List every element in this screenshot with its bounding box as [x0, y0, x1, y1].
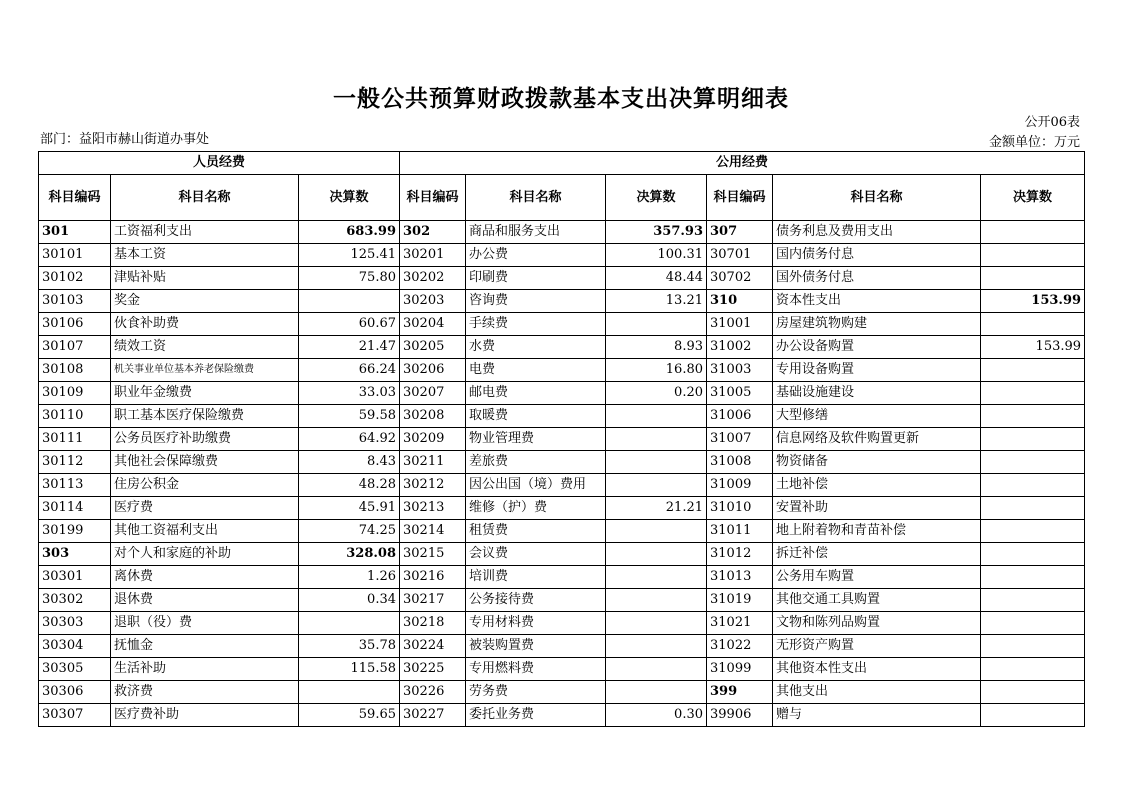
subject-name-cell: 大型修缮: [773, 405, 981, 428]
subject-name-cell: 电费: [466, 359, 606, 382]
amount-cell: 21.21: [606, 497, 707, 520]
amount-cell: [981, 451, 1085, 474]
col-header-code: 科目编码: [400, 175, 466, 221]
col-header-amount: 决算数: [981, 175, 1085, 221]
subject-code-cell: 30225: [400, 658, 466, 681]
amount-cell: [606, 612, 707, 635]
amount-cell: 153.99: [981, 336, 1085, 359]
amount-cell: 328.08: [299, 543, 400, 566]
subject-name-cell: 资本性支出: [773, 290, 981, 313]
subject-name-cell: 医疗费: [111, 497, 299, 520]
table-row: [39, 428, 1085, 451]
amount-cell: 59.58: [299, 405, 400, 428]
col-header-code: 科目编码: [707, 175, 773, 221]
subject-name-cell: 土地补偿: [773, 474, 981, 497]
subject-code-cell: 30227: [400, 704, 466, 727]
amount-cell: 60.67: [299, 313, 400, 336]
subject-name-cell: 租赁费: [466, 520, 606, 543]
amount-cell: [981, 382, 1085, 405]
amount-cell: 75.80: [299, 267, 400, 290]
subject-code-cell: 30109: [39, 382, 111, 405]
subject-name-cell: 物资储备: [773, 451, 981, 474]
subject-code-cell: 31022: [707, 635, 773, 658]
subject-name-cell: 伙食补助费: [111, 313, 299, 336]
subject-code-cell: 31008: [707, 451, 773, 474]
amount-cell: [981, 704, 1085, 727]
subject-code-cell: 30203: [400, 290, 466, 313]
subject-name-cell: 退休费: [111, 589, 299, 612]
subject-code-cell: 30102: [39, 267, 111, 290]
subject-code-cell: 30110: [39, 405, 111, 428]
amount-cell: [981, 635, 1085, 658]
subject-name-cell: 职业年金缴费: [111, 382, 299, 405]
subject-name-cell: 房屋建筑物购建: [773, 313, 981, 336]
subject-name-cell: 水费: [466, 336, 606, 359]
amount-cell: [606, 635, 707, 658]
table-row: [39, 290, 1085, 313]
form-number: 公开06表: [1024, 115, 1080, 130]
subject-name-cell: 其他交通工具购置: [773, 589, 981, 612]
subject-name-cell: 会议费: [466, 543, 606, 566]
amount-cell: [606, 428, 707, 451]
subject-code-cell: 31003: [707, 359, 773, 382]
amount-unit-label: 金额单位：万元: [988, 135, 1080, 150]
subject-code-cell: 31013: [707, 566, 773, 589]
subject-name-cell: 其他工资福利支出: [111, 520, 299, 543]
subject-name-cell: 生活补助: [111, 658, 299, 681]
subject-code-cell: 39906: [707, 704, 773, 727]
subject-code-cell: 30199: [39, 520, 111, 543]
subject-name-cell: 专用燃料费: [466, 658, 606, 681]
table-row: [39, 704, 1085, 727]
subject-name-cell: 公务接待费: [466, 589, 606, 612]
table-row: [39, 520, 1085, 543]
subject-name-cell: 拆迁补偿: [773, 543, 981, 566]
amount-cell: [606, 589, 707, 612]
subject-code-cell: 30215: [400, 543, 466, 566]
subject-code-cell: 302: [400, 221, 466, 244]
amount-cell: [606, 658, 707, 681]
subject-code-cell: 310: [707, 290, 773, 313]
amount-cell: 13.21: [606, 290, 707, 313]
subject-name-cell: 文物和陈列品购置: [773, 612, 981, 635]
subject-name-cell: 商品和服务支出: [466, 221, 606, 244]
subject-code-cell: 399: [707, 681, 773, 704]
subject-name-cell: 手续费: [466, 313, 606, 336]
amount-cell: [981, 520, 1085, 543]
subject-code-cell: 30306: [39, 681, 111, 704]
amount-cell: [981, 658, 1085, 681]
subject-code-cell: 30214: [400, 520, 466, 543]
table-row: [39, 658, 1085, 681]
amount-cell: [299, 290, 400, 313]
subject-name-cell: 专用设备购置: [773, 359, 981, 382]
amount-cell: 0.20: [606, 382, 707, 405]
amount-cell: 35.78: [299, 635, 400, 658]
table-row: [39, 313, 1085, 336]
amount-cell: [606, 566, 707, 589]
amount-cell: [606, 451, 707, 474]
subject-code-cell: 30209: [400, 428, 466, 451]
table-row: [39, 382, 1085, 405]
subject-code-cell: 30213: [400, 497, 466, 520]
subject-code-cell: 30216: [400, 566, 466, 589]
amount-cell: [981, 267, 1085, 290]
subject-code-cell: 31019: [707, 589, 773, 612]
subject-code-cell: 30204: [400, 313, 466, 336]
table-row: [39, 681, 1085, 704]
amount-cell: 153.99: [981, 290, 1085, 313]
subject-code-cell: 30217: [400, 589, 466, 612]
subject-code-cell: 30107: [39, 336, 111, 359]
subject-name-cell: 救济费: [111, 681, 299, 704]
subject-name-cell: 赠与: [773, 704, 981, 727]
amount-cell: 21.47: [299, 336, 400, 359]
table-row: [39, 589, 1085, 612]
subject-name-cell: 被装购置费: [466, 635, 606, 658]
subject-name-cell: 物业管理费: [466, 428, 606, 451]
amount-cell: [981, 566, 1085, 589]
amount-cell: [606, 681, 707, 704]
subject-name-cell: 其他支出: [773, 681, 981, 704]
subject-code-cell: 30108: [39, 359, 111, 382]
subject-code-cell: 30113: [39, 474, 111, 497]
table-row: [39, 497, 1085, 520]
subject-name-cell: 医疗费补助: [111, 704, 299, 727]
subject-name-cell: 因公出国（境）费用: [466, 474, 606, 497]
subject-name-cell: 绩效工资: [111, 336, 299, 359]
amount-cell: 0.30: [606, 704, 707, 727]
amount-cell: [981, 244, 1085, 267]
amount-cell: 115.58: [299, 658, 400, 681]
subject-code-cell: 30212: [400, 474, 466, 497]
table-row: [39, 336, 1085, 359]
subject-name-cell: 国外债务付息: [773, 267, 981, 290]
subject-code-cell: 31010: [707, 497, 773, 520]
amount-cell: 683.99: [299, 221, 400, 244]
table-row: [39, 221, 1085, 244]
column-header-row: [39, 175, 1085, 221]
amount-cell: [606, 520, 707, 543]
amount-cell: 100.31: [606, 244, 707, 267]
amount-cell: 33.03: [299, 382, 400, 405]
table-row: [39, 244, 1085, 267]
amount-cell: [981, 543, 1085, 566]
subject-name-cell: 工资福利支出: [111, 221, 299, 244]
subject-name-cell: 委托业务费: [466, 704, 606, 727]
subject-code-cell: 30206: [400, 359, 466, 382]
table-row: [39, 635, 1085, 658]
subject-code-cell: 30201: [400, 244, 466, 267]
subject-code-cell: 30302: [39, 589, 111, 612]
subject-code-cell: 303: [39, 543, 111, 566]
group-header-personnel: 人员经费: [39, 152, 400, 175]
amount-cell: [299, 612, 400, 635]
subject-code-cell: 31002: [707, 336, 773, 359]
subject-code-cell: 30112: [39, 451, 111, 474]
subject-code-cell: 30224: [400, 635, 466, 658]
subject-name-cell: 无形资产购置: [773, 635, 981, 658]
amount-cell: 48.28: [299, 474, 400, 497]
amount-cell: 45.91: [299, 497, 400, 520]
subject-code-cell: 31007: [707, 428, 773, 451]
subject-name-cell: 专用材料费: [466, 612, 606, 635]
subject-name-cell: 债务利息及费用支出: [773, 221, 981, 244]
subject-code-cell: 30218: [400, 612, 466, 635]
subject-code-cell: 31009: [707, 474, 773, 497]
col-header-name: 科目名称: [773, 175, 981, 221]
table-row: [39, 359, 1085, 382]
subject-name-cell: 培训费: [466, 566, 606, 589]
amount-cell: [606, 313, 707, 336]
amount-cell: 74.25: [299, 520, 400, 543]
subject-code-cell: 30307: [39, 704, 111, 727]
table-row: [39, 543, 1085, 566]
amount-cell: [981, 313, 1085, 336]
subject-code-cell: 30111: [39, 428, 111, 451]
subject-name-cell: 离休费: [111, 566, 299, 589]
subject-code-cell: 31005: [707, 382, 773, 405]
table-row: [39, 267, 1085, 290]
subject-code-cell: 30205: [400, 336, 466, 359]
col-header-name: 科目名称: [466, 175, 606, 221]
amount-cell: [981, 474, 1085, 497]
subject-code-cell: 31099: [707, 658, 773, 681]
subject-name-cell: 地上附着物和青苗补偿: [773, 520, 981, 543]
subject-name-cell: 基础设施建设: [773, 382, 981, 405]
col-header-amount: 决算数: [606, 175, 707, 221]
subject-code-cell: 30208: [400, 405, 466, 428]
subject-name-cell: 住房公积金: [111, 474, 299, 497]
subject-name-cell: 奖金: [111, 290, 299, 313]
subject-code-cell: 30207: [400, 382, 466, 405]
subject-code-cell: 30103: [39, 290, 111, 313]
subject-code-cell: 30304: [39, 635, 111, 658]
table-row: [39, 405, 1085, 428]
subject-name-cell: 国内债务付息: [773, 244, 981, 267]
amount-cell: 357.93: [606, 221, 707, 244]
page-title: 一般公共预算财政拨款基本支出决算明细表: [333, 85, 789, 112]
subject-name-cell: 劳务费: [466, 681, 606, 704]
amount-cell: 64.92: [299, 428, 400, 451]
subject-name-cell: 公务用车购置: [773, 566, 981, 589]
amount-cell: [606, 405, 707, 428]
subject-name-cell: 办公费: [466, 244, 606, 267]
table-body: [39, 221, 1085, 727]
subject-code-cell: 307: [707, 221, 773, 244]
department-label: 部门：益阳市赫山街道办事处: [40, 132, 210, 147]
subject-code-cell: 30301: [39, 566, 111, 589]
subject-name-cell: 对个人和家庭的补助: [111, 543, 299, 566]
subject-code-cell: 30114: [39, 497, 111, 520]
subject-code-cell: 31012: [707, 543, 773, 566]
subject-code-cell: 30702: [707, 267, 773, 290]
amount-cell: 8.43: [299, 451, 400, 474]
amount-cell: 16.80: [606, 359, 707, 382]
group-header-public: 公用经费: [400, 152, 1085, 175]
amount-cell: 66.24: [299, 359, 400, 382]
amount-cell: [981, 221, 1085, 244]
subject-name-cell: 取暖费: [466, 405, 606, 428]
subject-code-cell: 30101: [39, 244, 111, 267]
amount-cell: [606, 543, 707, 566]
subject-name-cell: 津贴补贴: [111, 267, 299, 290]
subject-name-cell: 咨询费: [466, 290, 606, 313]
subject-code-cell: 31001: [707, 313, 773, 336]
subject-code-cell: 30305: [39, 658, 111, 681]
expenditure-table: [38, 151, 1085, 727]
amount-cell: 1.26: [299, 566, 400, 589]
amount-cell: [981, 497, 1085, 520]
subject-code-cell: 30303: [39, 612, 111, 635]
amount-cell: 48.44: [606, 267, 707, 290]
subject-code-cell: 31011: [707, 520, 773, 543]
subject-name-cell: 差旅费: [466, 451, 606, 474]
subject-name-cell: 安置补助: [773, 497, 981, 520]
subject-name-cell: 印刷费: [466, 267, 606, 290]
amount-cell: [981, 428, 1085, 451]
subject-code-cell: 30106: [39, 313, 111, 336]
subject-code-cell: 30701: [707, 244, 773, 267]
amount-cell: [981, 359, 1085, 382]
subject-code-cell: 30226: [400, 681, 466, 704]
subject-name-cell: 邮电费: [466, 382, 606, 405]
subject-code-cell: 30202: [400, 267, 466, 290]
table-row: [39, 451, 1085, 474]
subject-code-cell: 31021: [707, 612, 773, 635]
amount-cell: [981, 405, 1085, 428]
amount-cell: [981, 681, 1085, 704]
amount-cell: 59.65: [299, 704, 400, 727]
col-header-name: 科目名称: [111, 175, 299, 221]
subject-code-cell: 301: [39, 221, 111, 244]
amount-cell: 125.41: [299, 244, 400, 267]
subject-code-cell: 30211: [400, 451, 466, 474]
col-header-amount: 决算数: [299, 175, 400, 221]
table-row: [39, 474, 1085, 497]
col-header-code: 科目编码: [39, 175, 111, 221]
table-row: [39, 566, 1085, 589]
subject-name-cell: 其他资本性支出: [773, 658, 981, 681]
amount-cell: [981, 589, 1085, 612]
amount-cell: [299, 681, 400, 704]
subject-name-cell: 办公设备购置: [773, 336, 981, 359]
subject-name-cell: 抚恤金: [111, 635, 299, 658]
subject-name-cell: 基本工资: [111, 244, 299, 267]
subject-name-cell: 维修（护）费: [466, 497, 606, 520]
amount-cell: 8.93: [606, 336, 707, 359]
amount-cell: [981, 612, 1085, 635]
subject-name-cell: 其他社会保障缴费: [111, 451, 299, 474]
table-row: [39, 612, 1085, 635]
subject-code-cell: 31006: [707, 405, 773, 428]
subject-name-cell: 机关事业单位基本养老保险缴费: [111, 359, 299, 382]
amount-cell: [606, 474, 707, 497]
subject-name-cell: 公务员医疗补助缴费: [111, 428, 299, 451]
subject-name-cell: 退职（役）费: [111, 612, 299, 635]
amount-cell: 0.34: [299, 589, 400, 612]
subject-name-cell: 信息网络及软件购置更新: [773, 428, 981, 451]
subject-name-cell: 职工基本医疗保险缴费: [111, 405, 299, 428]
